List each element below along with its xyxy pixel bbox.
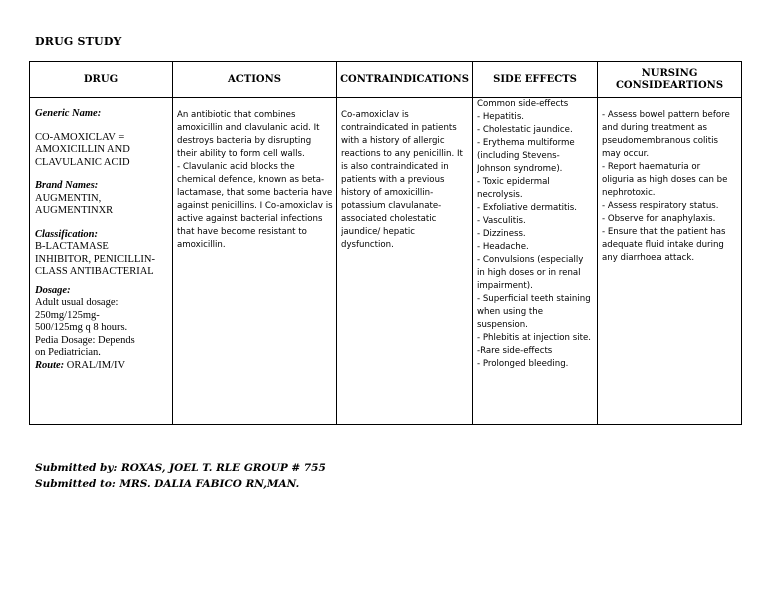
side-effect-line: - Headache. <box>477 242 529 252</box>
header-nursing-line2: CONSIDEARTIONS <box>615 79 724 91</box>
dosage-label: Dosage: <box>35 284 71 296</box>
contra-line: Co-amoxiclav is <box>341 110 409 120</box>
contra-line: with a history of allergic <box>341 136 445 146</box>
header-side-effects: SIDE EFFECTS <box>473 62 598 98</box>
side-effect-line: - Convulsions (especially <box>477 255 584 265</box>
side-effect-line: - Exfoliative dermatitis. <box>477 203 578 213</box>
contra-line: potassium clavulanate- <box>341 201 442 211</box>
nursing-line: any diarrhoea attack. <box>602 253 695 263</box>
nursing-line: - Report haematuria or <box>602 162 701 172</box>
side-effect-line: - Prolonged bleeding. <box>477 359 569 369</box>
nursing-line: nephrotoxic. <box>602 188 656 198</box>
actions-line: - Clavulanic acid blocks the <box>177 162 295 172</box>
header-nursing-considerations <box>598 62 742 98</box>
header-drug: DRUG <box>30 62 173 98</box>
actions-line: active against bacterial infections <box>177 214 323 224</box>
side-effect-line: suspension. <box>477 320 528 330</box>
classification-line: INHIBITOR, PENICILLIN- <box>35 253 155 265</box>
contra-line: history of amoxicillin- <box>341 188 434 198</box>
nursing-line: - Assess bowel pattern before <box>602 110 730 120</box>
header-nursing-line1: NURSING <box>641 67 698 79</box>
actions-line: An antibiotic that combines <box>177 110 296 120</box>
dosage-line: Adult usual dosage: <box>35 297 119 308</box>
submitted-to: Submitted to: MRS. DALIA FABICO RN,MAN. <box>35 478 300 490</box>
brand-line: AUGMENTIN, <box>35 192 102 204</box>
side-effect-line: Johnson syndrome). <box>477 164 563 174</box>
nursing-line: pseudomembranous colitis <box>602 136 719 146</box>
actions-line: destroys bacteria by disrupting <box>177 136 312 146</box>
brand-names-value <box>35 193 168 218</box>
drug-cell <box>30 98 173 425</box>
dosage-value <box>35 297 168 360</box>
header-actions: ACTIONS <box>173 62 337 98</box>
contraindications-cell <box>337 98 473 425</box>
actions-line: amoxicillin and clavulanic acid. It <box>177 123 320 133</box>
contra-line: associated cholestatic <box>341 214 437 224</box>
side-effect-line: -Rare side-effects <box>477 346 553 356</box>
generic-name-value <box>35 132 168 170</box>
classification-value <box>35 241 168 279</box>
document-title: DRUG STUDY <box>35 35 122 48</box>
dosage-line: 500/125mg q 8 hours. <box>35 322 128 333</box>
side-effect-line: in high doses or in renal <box>477 268 581 278</box>
generic-name-label: Generic Name: <box>35 108 102 119</box>
contra-line: reactions to any penicillin. It <box>341 149 463 159</box>
classification-line: CLASS ANTIBACTERIAL <box>35 266 154 277</box>
side-effect-line: when using the <box>477 307 543 317</box>
route-row <box>35 360 168 373</box>
brand-names-label: Brand Names: <box>35 180 99 191</box>
side-effect-line: - Superficial teeth staining <box>477 294 591 304</box>
generic-line: CLAVULANIC ACID <box>35 156 130 168</box>
side-effect-line: (including Stevens- <box>477 151 560 161</box>
header-contraindications: CONTRAINDICATIONS <box>337 62 473 98</box>
dosage-line: Pedia Dosage: Depends <box>35 334 135 346</box>
side-effect-line: - Cholestatic jaundice. <box>477 125 573 135</box>
drug-study-table <box>29 61 742 425</box>
side-effect-line: - Toxic epidermal <box>477 177 550 187</box>
generic-line: CO-AMOXICLAV = <box>35 131 125 143</box>
actions-line: their ability to form cell walls. <box>177 149 305 159</box>
actions-line: lactamase, that some bacteria have <box>177 188 333 198</box>
actions-line: that have become resistant to <box>177 227 307 237</box>
nursing-line: - Observe for anaphylaxis. <box>602 214 716 224</box>
nursing-line: - Ensure that the patient has <box>602 227 726 237</box>
contra-line: jaundice/ hepatic <box>341 227 415 237</box>
side-effect-line: - Phlebitis at injection site. <box>477 333 591 343</box>
side-effect-line: - Dizziness. <box>477 229 526 239</box>
classification-line: B-LACTAMASE <box>35 241 109 252</box>
dosage-line: 250mg/125mg- <box>35 309 100 321</box>
nursing-line: oliguria as high doses can be <box>602 175 728 185</box>
nursing-considerations-cell <box>598 98 742 425</box>
contra-line: dysfunction. <box>341 240 394 250</box>
side-effect-line: Common side-effects <box>477 99 569 109</box>
actions-line: against penicillins. I Co-amoxiclav is <box>177 201 333 211</box>
actions-cell <box>173 98 337 425</box>
side-effects-cell <box>473 98 598 425</box>
nursing-line: and during treatment as <box>602 123 707 133</box>
brand-line: AUGMENTINXR <box>35 205 114 216</box>
route-value: ORAL/IM/IV <box>64 359 126 371</box>
generic-line: AMOXICILLIN AND <box>35 144 130 155</box>
nursing-line: may occur. <box>602 149 650 159</box>
nursing-line: - Assess respiratory status. <box>602 201 719 211</box>
side-effect-line: impairment). <box>477 281 533 291</box>
side-effect-line: - Hepatitis. <box>477 112 525 122</box>
dosage-line: on Pediatrician. <box>35 347 101 358</box>
contra-line: is also contraindicated in <box>341 162 449 172</box>
nursing-line: adequate fluid intake during <box>602 240 724 250</box>
contra-line: patients with a previous <box>341 175 445 185</box>
route-label: Route: <box>35 359 65 371</box>
header-row <box>30 62 742 98</box>
side-effect-line: - Vasculitis. <box>477 216 526 226</box>
actions-line: chemical defence, known as beta- <box>177 175 325 185</box>
submitted-by: Submitted by: ROXAS, JOEL T. RLE GROUP # 755 <box>35 462 326 474</box>
actions-line: amoxicillin. <box>177 240 226 250</box>
side-effect-line: necrolysis. <box>477 190 523 200</box>
contra-line: contraindicated in patients <box>341 123 457 133</box>
content-row <box>30 98 742 425</box>
side-effect-line: - Erythema multiforme <box>477 138 575 148</box>
classification-label: Classification: <box>35 228 99 240</box>
